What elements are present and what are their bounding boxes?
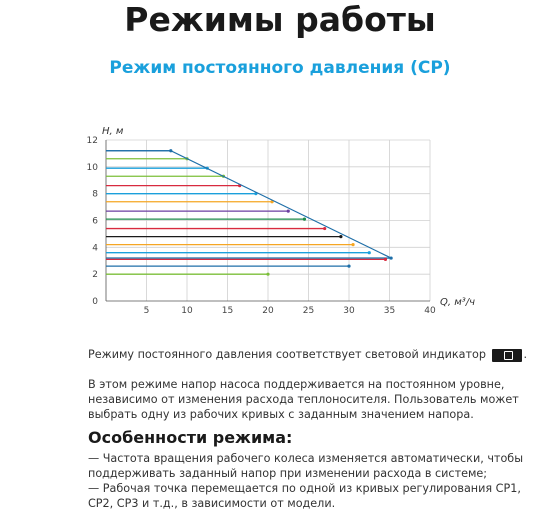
x-tick-label: 25	[302, 306, 315, 316]
series-end-point	[266, 273, 269, 276]
features-heading: Особенности режима:	[88, 428, 293, 447]
x-tick-label: 5	[143, 306, 150, 316]
description-line: независимо от изменения расхода теплоносителя. Пользователь может	[88, 393, 519, 406]
mode-description	[88, 377, 548, 422]
feature-line: — Частота вращения рабочего колеса изменяется автоматически, чтобы	[88, 452, 524, 465]
x-tick-label: 30	[343, 306, 355, 316]
x-tick-label: 35	[383, 306, 396, 316]
x-axis-label: Q, м³/ч	[440, 297, 476, 308]
x-tick-label: 15	[221, 306, 234, 316]
feature-line: СР2, СР3 и т.д., в зависимости от модели.	[88, 497, 336, 510]
features-list	[88, 451, 558, 511]
y-tick-label: 6	[92, 216, 98, 227]
y-tick-label: 8	[92, 189, 98, 200]
series-end-point	[339, 235, 342, 238]
indicator-sentence	[88, 347, 548, 362]
y-tick-label: 2	[92, 270, 98, 281]
pressure-curves-chart	[80, 112, 480, 322]
indicator-end: .	[523, 348, 528, 361]
feature-line: поддерживать заданный напор при изменении расхода в системе;	[88, 467, 488, 480]
series-end-point	[351, 243, 354, 246]
y-tick-label: 12	[86, 136, 98, 146]
page-title: Режимы работы	[124, 0, 436, 39]
series-end-point	[287, 210, 290, 213]
mode-subtitle: Режим постоянного давления (СР)	[109, 58, 451, 78]
x-tick-label: 40	[424, 306, 436, 316]
y-tick-label: 10	[86, 162, 98, 173]
series-end-point	[347, 265, 350, 268]
feature-line: — Рабочая точка перемещается по одной из кривых регулирования СР1,	[88, 482, 521, 495]
indicator-light-icon	[492, 349, 522, 362]
series-end-point	[303, 218, 306, 221]
description-line: В этом режиме напор насоса поддерживается на постоянном уровне,	[88, 378, 505, 391]
x-tick-label: 20	[262, 306, 274, 316]
description-line: выбрать одну из рабочих кривых с заданным значением напора.	[88, 408, 474, 421]
y-axis-label: H, м	[102, 126, 124, 137]
series-end-point	[384, 258, 387, 261]
x-tick-label: 10	[181, 306, 193, 316]
y-tick-label: 4	[92, 243, 98, 254]
series-end-point	[368, 251, 371, 254]
indicator-text: Режиму постоянного давления соответствует световой индикатор	[88, 348, 486, 361]
series-end-point	[323, 227, 326, 230]
y-tick-label: 0	[92, 297, 98, 307]
